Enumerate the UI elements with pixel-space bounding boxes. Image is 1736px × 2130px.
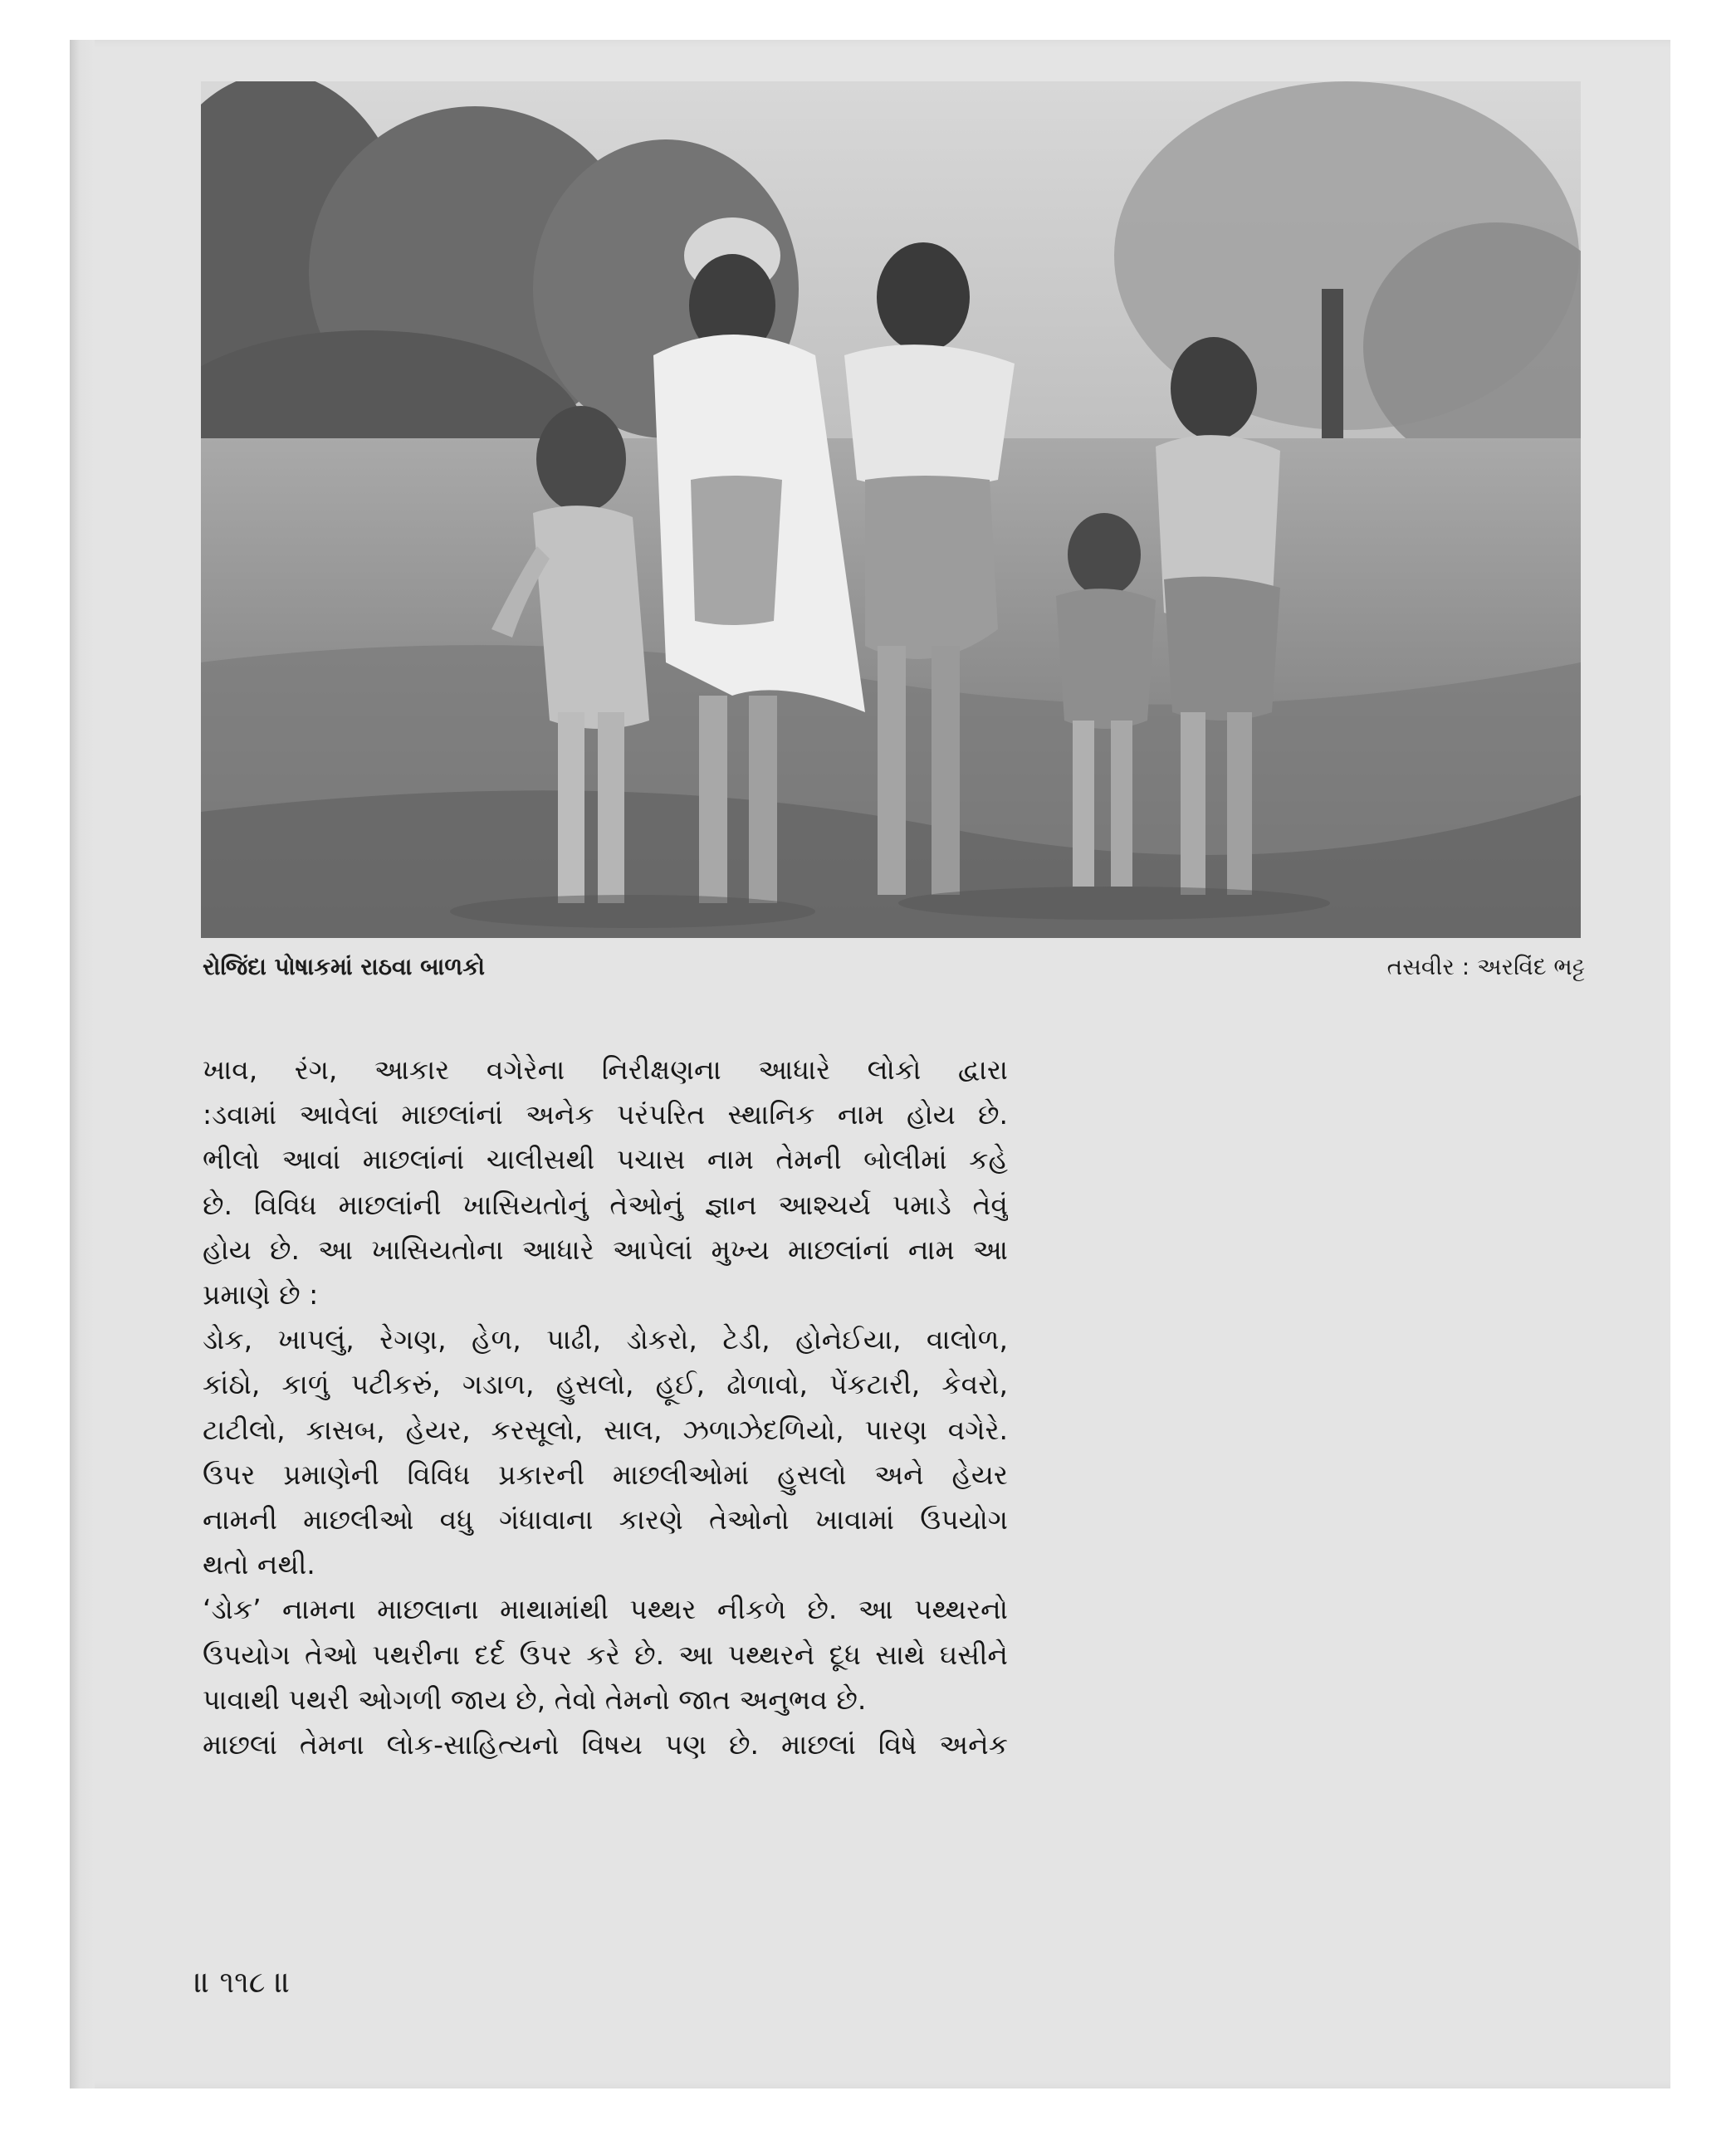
text-line: કાંઠો, કાળું પટીકરું, ગડાળ, હુસલો, હૂઈ, ઢોળાવો, પેંકટારી, કેવરો,: [203, 1368, 1008, 1401]
text-line: :ડવામાં આવેલાં માછલાંનાં અનેક પરંપરિત સ્થાનિક નામ હોય છે.: [203, 1098, 1008, 1131]
body-text: [203, 1048, 1008, 1767]
text-line: ઉપર પ્રમાણેની વિવિધ પ્રકારની માછલીઓમાં હુસલો અને હેયર: [203, 1458, 1008, 1491]
text-line: ખાવ, રંગ, આકાર વગેરેના નિરીક્ષણના આધારે લોકો દ્વારા: [203, 1053, 1008, 1086]
text-line: હોય છે. આ ખાસિયતોના આધારે આપેલાં મુખ્ય માછલાંનાં નામ આ: [203, 1233, 1008, 1266]
photo-credit: તસવીર : અરવિંદ ભટ્ટ: [1386, 953, 1585, 980]
photograph-icon: [201, 81, 1581, 938]
text-line: છે. વિવિધ માછલાંની ખાસિયતોનું તેઓનું જ્ઞાન આશ્ચર્ય પમાડે તેવું: [203, 1188, 1008, 1221]
page-number: ॥ ૧૧૮ ॥: [194, 1966, 291, 2000]
text-line: પાવાથી પથરી ઓગળી જાય છે, તેવો તેમનો જાત અનુભવ છે.: [203, 1683, 867, 1716]
text-line: નામની માછલીઓ વધુ ગંધાવાના કારણે તેઓનો ખાવામાં ઉપયોગ: [203, 1503, 1008, 1536]
text-line: ઉપયોગ તેઓ પથરીના દર્દ ઉપર કરે છે. આ પથ્થરને દૂધ સાથે ઘસીને: [203, 1638, 1008, 1671]
text-line: પ્રમાણે છે :: [203, 1278, 319, 1312]
text-line: ‘ડોક’ નામના માછલાના માથામાંથી પથ્થર નીકળે છે. આ પથ્થરનો: [203, 1593, 1008, 1626]
text-line: માછલાં તેમના લોક-સાહિત્યનો વિષય પણ છે. માછલાં વિષે અનેક: [203, 1728, 1008, 1761]
photograph: [201, 81, 1581, 938]
text-line: ટાટીલો, કાસબ, હેયર, કરસૂલો, સાલ, ઝળાઝેદળિયો, પારણ વગેરે.: [203, 1413, 1008, 1446]
text-line: ડોક, ખાપલું, રેગણ, હેળ, પાઢી, ડોકરો, ટેડી, હોનેઈયા, વાલોળ,: [203, 1323, 1008, 1356]
photo-caption: રોજિંદા પોષાકમાં રાઠવા બાળકો: [203, 953, 486, 980]
page-binding-edge: [70, 40, 95, 2088]
text-line: થતો નથી.: [203, 1548, 315, 1581]
text-line: ભીલો આવાં માછલાંનાં ચાલીસથી પચાસ નામ તેમની બોલીમાં કહે: [203, 1143, 1008, 1176]
